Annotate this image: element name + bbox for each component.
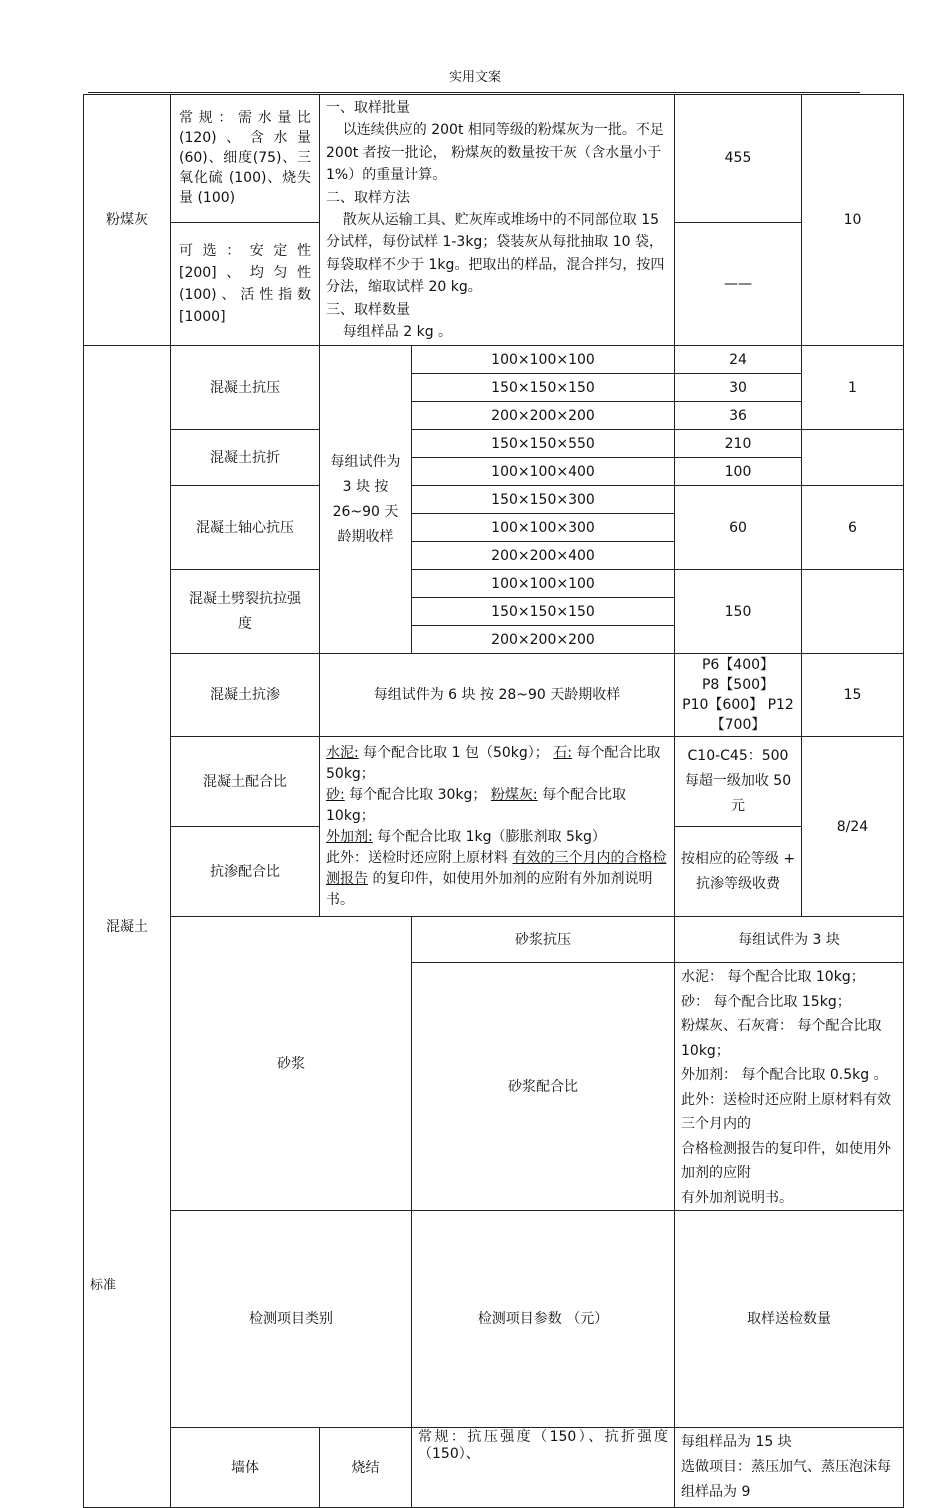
- concrete-splitting: 混凝土劈裂抗拉强度: [171, 570, 320, 654]
- extra-underlined: 有效的三个月内的合格检测报告: [326, 850, 667, 888]
- fly-ash-params-regular: 常规：需水量比(120)、含水量(60)、细度(75)、三氧化硫 (100)、烧失量 (100): [171, 95, 320, 223]
- impermeability-fee-line: 【700】: [710, 717, 766, 734]
- concrete-mix-period: 8/24: [802, 737, 904, 917]
- impermeability-fee: [675, 654, 802, 737]
- concrete-mix-fee: C10-C45：500 每超一级加收 50 元: [675, 737, 802, 827]
- fly-ash-params-optional: 可选：安定性[200]、均匀性(100)、活性指数[1000]: [171, 222, 320, 346]
- fly-ash-sampling-line: 三、取样数量: [326, 301, 410, 318]
- concrete-mix-sampling: [320, 737, 675, 917]
- fly-ash-sampling: [320, 95, 675, 346]
- mortar-mix-line: 有外加剂说明书。: [681, 1189, 793, 1206]
- fly-ash-fee-optional: ——: [675, 222, 802, 346]
- concrete-flexural: 混凝土抗折: [171, 430, 320, 486]
- fee-cell: 36: [675, 402, 802, 430]
- fly-ash-sampling-line: 一、取样批量: [326, 100, 410, 116]
- fee-cell: 210: [675, 430, 802, 458]
- page-header: 实用文案: [448, 70, 501, 85]
- fee-cell: 24: [675, 346, 802, 374]
- fly-ash-period: 10: [802, 95, 904, 346]
- impermeability-mix-fee: 按相应的砼等级 + 抗渗等级收费: [675, 827, 802, 917]
- impermeability-fee-line: P10【600】 P12: [682, 697, 794, 714]
- concrete-category: 混凝土: [84, 346, 171, 1508]
- size-cell: 100×100×300: [412, 514, 675, 542]
- size-cell: 150×150×550: [412, 430, 675, 458]
- concrete-compression-period: 1: [802, 346, 904, 430]
- concrete-group-note: 每组试件为 3 块 按 26~90 天龄期收样: [320, 346, 412, 654]
- fee-cell: 60: [675, 486, 802, 570]
- fly-ash-sampling-line: 每组样品 2 kg 。: [342, 324, 453, 341]
- impermeability-period: 15: [802, 654, 904, 737]
- size-cell: 200×200×200: [412, 626, 675, 654]
- concrete-axial-period: 6: [802, 486, 904, 570]
- concrete-splitting-period: [802, 570, 904, 654]
- concrete-impermeability: 混凝土抗渗: [171, 654, 320, 737]
- fly-ash-fee-regular: 455: [675, 95, 802, 223]
- testing-fee-table: [83, 94, 904, 1508]
- mortar-mix-line: 外加剂： 每个配合比取 0.5kg 。: [681, 1067, 888, 1084]
- sand-text: 每个配合比取 30kg；: [349, 787, 487, 804]
- admixture-text: 每个配合比取 1kg（膨胀剂取 5kg）: [377, 829, 606, 846]
- mortar-mix-line: 合格检测报告的复印件，如使用外加剂的应附: [681, 1140, 891, 1182]
- size-cell: 200×200×400: [412, 542, 675, 570]
- impermeability-sampling: 每组试件为 6 块 按 28~90 天龄期收样: [320, 654, 675, 737]
- wall-sampling: [675, 1428, 904, 1508]
- flyash-text: 每个配合比取 10kg；: [326, 787, 627, 825]
- concrete-compression: 混凝土抗压: [171, 346, 320, 430]
- size-cell: 150×150×150: [412, 598, 675, 626]
- extra-text: 此外：送检时还应附上原材料: [326, 850, 513, 867]
- mortar-compression: 砂浆抗压: [412, 917, 675, 963]
- fly-ash-sampling-line: 以连续供应的 200t 相同等级的粉煤灰为一批。不足 200t 者按一批论， 粉煤灰的数量按干灰（含水量小于 1%）的重量计算。: [326, 122, 664, 184]
- mortar-mix-line: 水泥： 每个配合比取 10kg；: [681, 969, 865, 986]
- sand-label: 砂:: [326, 787, 345, 804]
- fly-ash-category: 粉煤灰: [84, 95, 171, 346]
- size-cell: 200×200×200: [412, 402, 675, 430]
- colhead-sampling: 取样送检数量: [675, 1211, 904, 1428]
- fee-cell: 150: [675, 570, 802, 654]
- stone-text: 每个配合比取 50kg；: [326, 745, 661, 783]
- concrete-mix: 混凝土配合比: [171, 737, 320, 827]
- impermeability-fee-line: P8【500】: [701, 677, 775, 694]
- impermeability-mix: 抗渗配合比: [171, 827, 320, 917]
- stone-label: 石:: [553, 745, 572, 762]
- size-cell: 100×100×100: [412, 346, 675, 374]
- fee-cell: 100: [675, 458, 802, 486]
- fee-cell: 30: [675, 374, 802, 402]
- header-rule: [88, 92, 860, 93]
- wall-sampling-line: 选做项目：蒸压加气、蒸压泡沫每组样品为 9: [681, 1459, 891, 1501]
- mortar-mix: 砂浆配合比: [412, 963, 675, 1211]
- page-footer: 标准: [90, 1278, 117, 1293]
- mortar-mix-line: 砂： 每个配合比取 15kg；: [681, 993, 851, 1010]
- mortar-mix-line: 此外：送检时还应附上原材料有效三个月内的: [681, 1091, 891, 1133]
- concrete-flexural-period: [802, 430, 904, 486]
- wall-category: 墙体: [171, 1428, 320, 1508]
- size-cell: 100×100×100: [412, 570, 675, 598]
- mortar-compression-sampling: 每组试件为 3 块: [675, 917, 904, 963]
- size-cell: 150×150×150: [412, 374, 675, 402]
- admixture-label: 外加剂:: [326, 829, 373, 846]
- colhead-category: 检测项目类别: [171, 1211, 412, 1428]
- mortar-category: 砂浆: [171, 917, 412, 1211]
- wall-params: 常规：抗压强度（150）、抗折强度（150）、: [412, 1428, 675, 1508]
- cement-label: 水泥:: [326, 745, 359, 762]
- flyash-label: 粉煤灰:: [490, 787, 538, 804]
- fly-ash-sampling-line: 散灰从运输工具、贮灰库或堆场中的不同部位取 15 分试样，每份试样 1-3kg；袋装灰从每批抽取 10 袋，每袋取样不少于 1kg。把取出的样品，混合拌匀，按四分法，缩取试样 20 kg。: [326, 212, 665, 296]
- concrete-axial: 混凝土轴心抗压: [171, 486, 320, 570]
- fly-ash-sampling-line: 二、取样方法: [326, 189, 410, 206]
- size-cell: 150×150×300: [412, 486, 675, 514]
- size-cell: 100×100×400: [412, 458, 675, 486]
- colhead-params: 检测项目参数 （元）: [412, 1211, 675, 1428]
- wall-sampling-line: 每组样品为 15 块: [681, 1434, 792, 1451]
- mortar-mix-sampling: [675, 963, 904, 1211]
- mortar-mix-line: 粉煤灰、石灰膏： 每个配合比取 10kg；: [681, 1018, 882, 1059]
- impermeability-fee-line: P6【400】: [701, 657, 775, 674]
- extra-text-end: 的复印件，如使用外加剂的应附有外加剂说明书。: [326, 871, 653, 909]
- cement-text: 每个配合比取 1 包（50kg）；: [363, 745, 549, 762]
- wall-subcategory: 烧结: [320, 1428, 412, 1508]
